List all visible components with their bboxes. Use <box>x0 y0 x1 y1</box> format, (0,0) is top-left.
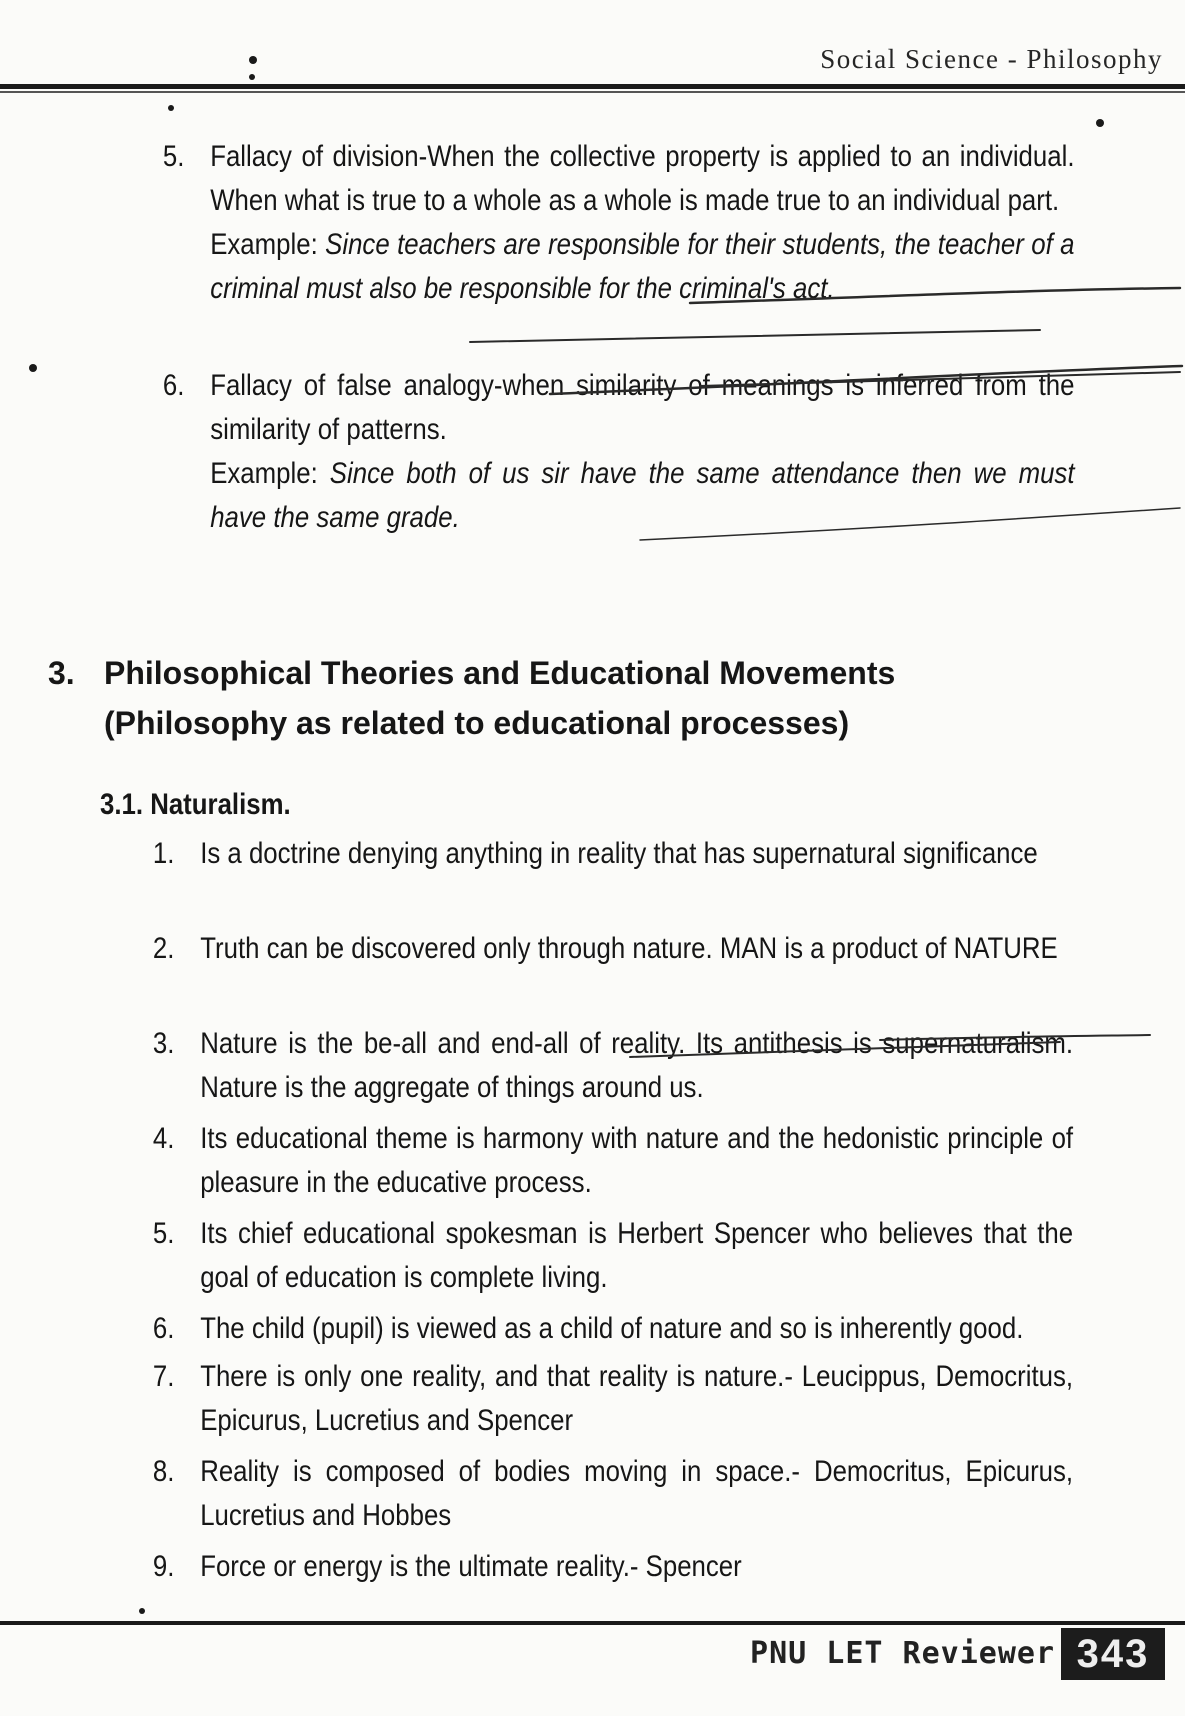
section-title-line2: (Philosophy as related to educational processes) <box>104 705 850 741</box>
section-number: 3. <box>48 655 75 691</box>
list-item-text: Force or energy is the ultimate reality.- Spencer <box>200 1550 742 1583</box>
list-item-number: 9. <box>152 1550 175 1583</box>
page-number-badge: 343 <box>1061 1628 1165 1680</box>
list-item-text: Truth can be discovered only through nature. MAN is a product of NATURE <box>200 932 1058 965</box>
list-item-number: 7. <box>152 1360 175 1393</box>
example-text: Since teachers are responsible for their students, the teacher of a criminal must also be responsible for the criminal's act. <box>210 228 1075 305</box>
example-text: Since both of us sir have the same attendance then we must have the same grade. <box>210 457 1075 534</box>
strikethrough-mark <box>880 1035 1150 1040</box>
running-header: Social Science - Philosophy <box>820 44 1163 74</box>
list-item-number: 1. <box>152 837 175 870</box>
fallacy-number: 5. <box>162 140 185 173</box>
list-item-number: 4. <box>152 1122 175 1155</box>
speck-mark <box>168 105 174 111</box>
subsection-heading: 3.1. Naturalism. <box>100 788 291 821</box>
speck-mark <box>249 56 257 64</box>
example-prefix: Example: <box>210 457 318 490</box>
speck-mark <box>29 364 37 372</box>
speck-mark <box>1096 119 1104 127</box>
list-item-text: Its educational theme is harmony with nature and the hedonistic principle of pleasure in the educative process. <box>200 1122 1074 1199</box>
example-prefix: Example: <box>210 228 318 261</box>
list-item-text: The child (pupil) is viewed as a child of nature and so is inherently good. <box>200 1312 1024 1345</box>
list-item-number: 8. <box>152 1455 175 1488</box>
strikethrough-mark <box>470 330 1040 342</box>
footer-title: PNU LET Reviewer <box>750 1636 1055 1671</box>
underline-mark <box>630 1042 1060 1057</box>
section-title-line1: Philosophical Theories and Educational Movements <box>104 655 896 691</box>
strikethrough-mark <box>700 372 1180 386</box>
underline-mark <box>550 366 1182 394</box>
footer-rule <box>0 1621 1185 1625</box>
list-item-number: 6. <box>152 1312 175 1345</box>
list-item-number: 2. <box>152 932 175 965</box>
list-item-text: There is only one reality, and that reality is nature.- Leucippus, Democritus, Epicurus, Lucretius and Spencer <box>200 1360 1074 1437</box>
speck-mark <box>249 74 255 80</box>
underline-mark <box>640 508 1180 540</box>
fallacy-number: 6. <box>162 369 185 402</box>
fallacy-text: Fallacy of false analogy-when similarity of meanings is inferred from the similarity of patterns. <box>210 369 1075 446</box>
list-item-text: Is a doctrine denying anything in reality that has supernatural significance <box>200 837 1038 870</box>
list-item-text: Its chief educational spokesman is Herbert Spencer who believes that the goal of education is complete living. <box>200 1217 1074 1294</box>
list-item-number: 3. <box>152 1027 175 1060</box>
speck-mark <box>139 1608 145 1614</box>
list-item-text: Nature is the be-all and end-all of reality. Its antithesis is supernaturalism. Nature is the aggregate of things around us. <box>200 1027 1074 1104</box>
fallacy-text: Fallacy of division-When the collective property is applied to an individual. When what is true to a whole as a whole is made true to an individual part. <box>210 140 1075 217</box>
list-item-text: Reality is composed of bodies moving in space.- Democritus, Epicurus, Lucretius and Hobbes <box>200 1455 1074 1532</box>
list-item-number: 5. <box>152 1217 175 1250</box>
underline-mark <box>690 288 1180 303</box>
